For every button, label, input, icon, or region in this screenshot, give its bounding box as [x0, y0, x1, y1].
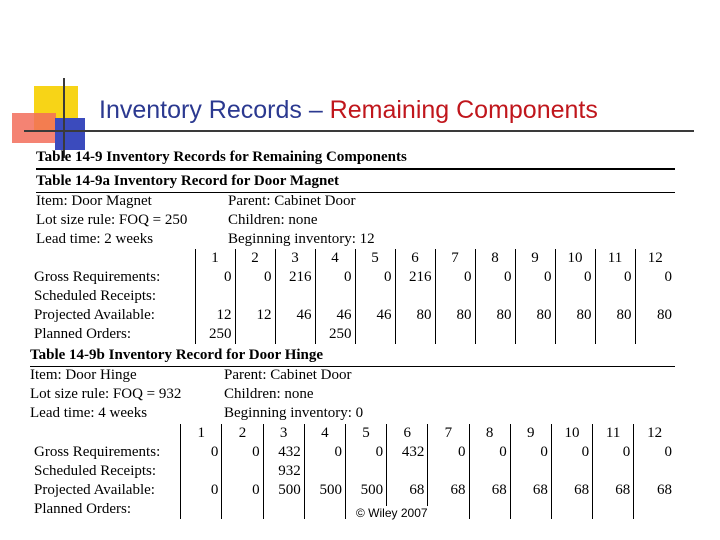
period-header-cell: 9: [510, 424, 551, 443]
table-cell: [510, 462, 551, 481]
table-cell: [222, 462, 263, 481]
table-cell: [181, 462, 222, 481]
table-cell: 0: [475, 268, 515, 287]
table-cell: [595, 325, 635, 344]
table-cell: 0: [181, 481, 222, 500]
table-cell: 68: [469, 481, 510, 500]
table-cell: 0: [634, 443, 675, 462]
table-cell: 432: [387, 443, 428, 462]
table-cell: 250: [315, 325, 355, 344]
table-cell: 0: [195, 268, 235, 287]
decor-red-square: [12, 113, 56, 143]
period-header-cell: 11: [595, 249, 635, 268]
period-header-label: [30, 249, 195, 268]
period-header-cell: 11: [593, 424, 634, 443]
table-cell: 80: [595, 306, 635, 325]
row-label: Scheduled Receipts:: [34, 288, 157, 304]
table-cell: [304, 462, 345, 481]
row-label: Gross Requirements:: [34, 269, 161, 285]
table-cell: [428, 500, 469, 519]
table-a-caption: Table 14-9a Inventory Record for Door Magnet: [36, 173, 340, 189]
period-header-cell: 1: [181, 424, 222, 443]
table-cell: 0: [435, 268, 475, 287]
table-a-item: Item: Door Magnet: [36, 193, 152, 209]
table-a-lead-time: Lead time: 2 weeks: [36, 231, 154, 247]
table-cell: 0: [345, 443, 386, 462]
table-cell: [635, 287, 675, 306]
table-cell: 68: [551, 481, 592, 500]
table-cell: [315, 287, 355, 306]
table-b-caption: Table 14-9b Inventory Record for Door Hinge: [30, 347, 324, 363]
table-cell: [395, 325, 435, 344]
period-header-cell: 3: [263, 424, 304, 443]
table-cell: 0: [510, 443, 551, 462]
table-cell: 0: [555, 268, 595, 287]
table-cell: 0: [235, 268, 275, 287]
table-b-children: Children: none: [224, 386, 314, 402]
main-table-caption: Table 14-9 Inventory Records for Remaining Components: [36, 149, 407, 165]
period-header-cell: 8: [469, 424, 510, 443]
period-header-cell: 12: [635, 249, 675, 268]
table-cell: 80: [635, 306, 675, 325]
period-header-row: [30, 424, 675, 443]
table-cell: [428, 462, 469, 481]
period-header-cell: 10: [551, 424, 592, 443]
table-cell: [275, 325, 315, 344]
table-row: [30, 462, 675, 481]
table-cell: [235, 325, 275, 344]
table-cell: [555, 287, 595, 306]
table-cell: 0: [315, 268, 355, 287]
table-row: [30, 306, 675, 325]
period-header-cell: 6: [395, 249, 435, 268]
table-cell: [634, 462, 675, 481]
main-caption-rule: [36, 168, 675, 170]
period-header-cell: 3: [275, 249, 315, 268]
table-a-grid: [30, 249, 675, 344]
period-header-label: [30, 424, 181, 443]
table-cell: 0: [593, 443, 634, 462]
table-b-parent: Parent: Cabinet Door: [224, 367, 352, 383]
period-header-cell: 2: [235, 249, 275, 268]
table-row: [30, 443, 675, 462]
table-cell: 432: [263, 443, 304, 462]
table-cell: 80: [475, 306, 515, 325]
table-cell: 932: [263, 462, 304, 481]
table-cell: 0: [355, 268, 395, 287]
table-cell: [635, 325, 675, 344]
table-cell: [475, 325, 515, 344]
table-cell: 80: [435, 306, 475, 325]
table-cell: 500: [304, 481, 345, 500]
slide-title: [99, 96, 598, 125]
table-cell: 0: [222, 443, 263, 462]
table-cell: 500: [263, 481, 304, 500]
table-cell: 46: [275, 306, 315, 325]
table-cell: [469, 462, 510, 481]
slide-title-main: Inventory Records –: [99, 96, 330, 124]
table-cell: 46: [315, 306, 355, 325]
table-cell: 12: [235, 306, 275, 325]
decor-vertical-line: [63, 78, 65, 158]
table-cell: 68: [510, 481, 551, 500]
table-row: [30, 325, 675, 344]
table-cell: [551, 462, 592, 481]
table-cell: 80: [395, 306, 435, 325]
period-header-cell: 8: [475, 249, 515, 268]
table-b-item: Item: Door Hinge: [30, 367, 137, 383]
row-label: Projected Available:: [34, 307, 155, 323]
table-cell: [355, 287, 395, 306]
table-a-beginning-inventory: Beginning inventory: 12: [228, 231, 375, 247]
row-label: Projected Available:: [34, 482, 155, 498]
period-header-cell: 4: [315, 249, 355, 268]
table-cell: 500: [345, 481, 386, 500]
table-a-lot-rule: Lot size rule: FOQ = 250: [36, 212, 188, 228]
table-cell: 68: [593, 481, 634, 500]
row-label: Gross Requirements:: [34, 444, 161, 460]
table-cell: 0: [222, 481, 263, 500]
row-label: Planned Orders:: [34, 501, 132, 517]
table-cell: [593, 462, 634, 481]
table-row: [30, 268, 675, 287]
table-cell: [469, 500, 510, 519]
book-table-scan: [30, 148, 675, 528]
period-header-cell: 12: [634, 424, 675, 443]
table-a-parent: Parent: Cabinet Door: [228, 193, 356, 209]
copyright-footer: © Wiley 2007: [352, 506, 432, 520]
table-cell: 80: [555, 306, 595, 325]
table-cell: [395, 287, 435, 306]
period-header-cell: 1: [195, 249, 235, 268]
table-cell: 68: [428, 481, 469, 500]
table-row: [30, 481, 675, 500]
table-cell: [345, 462, 386, 481]
period-header-cell: 2: [222, 424, 263, 443]
period-header-cell: 5: [355, 249, 395, 268]
table-cell: [435, 325, 475, 344]
table-b-lead-time: Lead time: 4 weeks: [30, 405, 148, 421]
table-cell: 68: [634, 481, 675, 500]
table-cell: 0: [635, 268, 675, 287]
row-label: Planned Orders:: [34, 326, 132, 342]
table-cell: 12: [195, 306, 235, 325]
table-b-lot-rule: Lot size rule: FOQ = 932: [30, 386, 182, 402]
table-cell: [475, 287, 515, 306]
table-cell: 80: [515, 306, 555, 325]
table-cell: [263, 500, 304, 519]
table-cell: [515, 325, 555, 344]
table-cell: [195, 287, 235, 306]
table-cell: 250: [195, 325, 235, 344]
table-cell: [595, 287, 635, 306]
table-a-children: Children: none: [228, 212, 318, 228]
table-cell: 0: [595, 268, 635, 287]
period-header-cell: 7: [428, 424, 469, 443]
period-header-cell: 4: [304, 424, 345, 443]
table-cell: [387, 462, 428, 481]
period-header-cell: 10: [555, 249, 595, 268]
table-cell: 0: [181, 443, 222, 462]
period-header-cell: 7: [435, 249, 475, 268]
table-cell: [634, 500, 675, 519]
table-cell: [555, 325, 595, 344]
slide-title-accent: Remaining Components: [329, 96, 598, 124]
table-cell: [435, 287, 475, 306]
period-header-cell: 6: [387, 424, 428, 443]
decor-blue-square: [55, 118, 85, 150]
table-b-grid: [30, 424, 675, 519]
table-cell: [235, 287, 275, 306]
table-cell: 0: [428, 443, 469, 462]
table-cell: 68: [387, 481, 428, 500]
table-cell: 216: [275, 268, 315, 287]
period-header-cell: 9: [515, 249, 555, 268]
table-cell: [222, 500, 263, 519]
table-cell: [515, 287, 555, 306]
table-cell: [181, 500, 222, 519]
period-header-row: [30, 249, 675, 268]
table-cell: [355, 325, 395, 344]
table-cell: 46: [355, 306, 395, 325]
table-row: [30, 287, 675, 306]
table-cell: 0: [469, 443, 510, 462]
table-cell: [510, 500, 551, 519]
table-cell: [275, 287, 315, 306]
table-b-beginning-inventory: Beginning inventory: 0: [224, 405, 364, 421]
period-header-cell: 5: [345, 424, 386, 443]
table-cell: 216: [395, 268, 435, 287]
table-cell: [551, 500, 592, 519]
row-label: Scheduled Receipts:: [34, 463, 157, 479]
decor-horizontal-line: [24, 130, 694, 132]
table-cell: 0: [304, 443, 345, 462]
table-cell: 0: [515, 268, 555, 287]
table-cell: 0: [551, 443, 592, 462]
table-cell: [304, 500, 345, 519]
table-cell: [593, 500, 634, 519]
